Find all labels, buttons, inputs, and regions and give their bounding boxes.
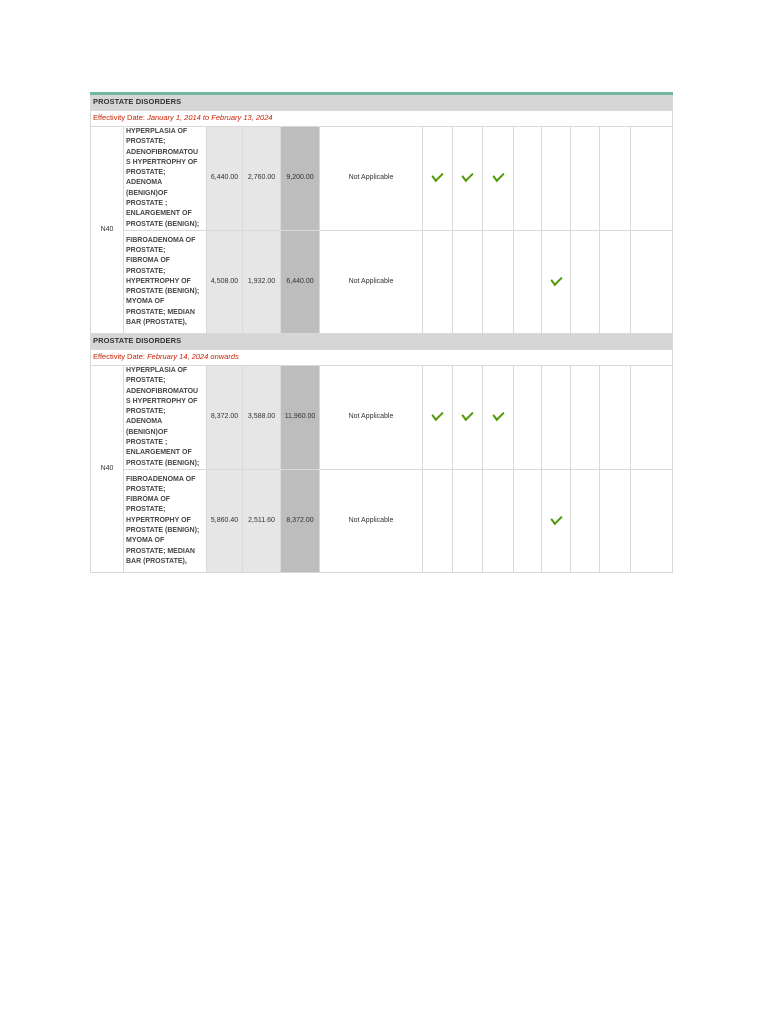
health-facility-fee: 9,200.00: [281, 127, 320, 231]
effectivity-label: Effectivity Date:: [93, 352, 148, 362]
health-facility-fee: 11,960.00: [281, 365, 320, 469]
section-header-row: [91, 94, 673, 111]
check-cell: [483, 469, 514, 572]
check-cell: [631, 469, 673, 572]
description-cell: HYPERPLASIA OF PROSTATE; ADENOFIBROMATOU S HYPERTROPHY OF PROSTATE; ADENOMA (BENIGN)OF PROSTATE ; ENLARGEMENT OF PROSTATE (BENIGN);: [124, 365, 207, 469]
check-cell: [453, 127, 483, 231]
check-cell: [542, 365, 571, 469]
check-cell: [542, 127, 571, 231]
check-cell: [483, 365, 514, 469]
check-cell: [571, 365, 600, 469]
check-cell: [483, 127, 514, 231]
table-row: [91, 365, 673, 469]
description-cell: FIBROADENOMA OF PROSTATE; FIBROMA OF PROSTATE; HYPERTROPHY OF PROSTATE (BENIGN); MYOMA OF PROSTATE; MEDIAN BAR (PROSTATE),: [124, 230, 207, 333]
professional-fee: 2,511.60: [243, 469, 281, 572]
table-row: [91, 230, 673, 333]
check-icon: [461, 169, 473, 182]
section-header-row: [91, 333, 673, 349]
check-cell: [423, 469, 453, 572]
section-title: PROSTATE DISORDERS: [91, 94, 673, 111]
effectivity-row: [91, 111, 673, 127]
check-cell: [571, 230, 600, 333]
note-cell: Not Applicable: [320, 230, 423, 333]
professional-fee: 2,760.00: [243, 127, 281, 231]
check-cell: [423, 127, 453, 231]
effectivity-range: February 14, 2024 onwards: [147, 352, 239, 362]
check-cell: [423, 365, 453, 469]
section-title: PROSTATE DISORDERS: [91, 333, 673, 349]
check-cell: [571, 469, 600, 572]
icd-code: N40: [91, 365, 124, 572]
table-body: [91, 94, 673, 573]
check-cell: [514, 365, 542, 469]
check-cell: [514, 469, 542, 572]
note-cell: Not Applicable: [320, 127, 423, 231]
check-cell: [631, 127, 673, 231]
effectivity-date: [91, 111, 673, 127]
check-cell: [514, 230, 542, 333]
professional-fee: 1,932.00: [243, 230, 281, 333]
check-cell: [631, 230, 673, 333]
health-facility-fee: 8,372.00: [281, 469, 320, 572]
check-cell: [514, 127, 542, 231]
icd-code: N40: [91, 127, 124, 334]
table-row: [91, 469, 673, 572]
note-cell: Not Applicable: [320, 365, 423, 469]
check-icon: [492, 408, 504, 421]
check-icon: [492, 169, 504, 182]
description-cell: HYPERPLASIA OF PROSTATE; ADENOFIBROMATOU S HYPERTROPHY OF PROSTATE; ADENOMA (BENIGN)OF PROSTATE ; ENLARGEMENT OF PROSTATE (BENIGN);: [124, 127, 207, 231]
health-facility-fee: 6,440.00: [281, 230, 320, 333]
check-icon: [461, 408, 473, 421]
effectivity-label: Effectivity Date:: [93, 113, 148, 123]
check-cell: [600, 127, 631, 231]
case-rate: 6,440.00: [207, 127, 243, 231]
case-rate: 8,372.00: [207, 365, 243, 469]
check-icon: [431, 169, 443, 182]
check-icon: [431, 408, 443, 421]
check-cell: [453, 469, 483, 572]
check-cell: [571, 127, 600, 231]
professional-fee: 3,588.00: [243, 365, 281, 469]
description-cell: FIBROADENOMA OF PROSTATE; FIBROMA OF PROSTATE; HYPERTROPHY OF PROSTATE (BENIGN); MYOMA OF PROSTATE; MEDIAN BAR (PROSTATE),: [124, 469, 207, 572]
check-cell: [423, 230, 453, 333]
check-icon: [550, 273, 562, 286]
case-rate: 5,860.40: [207, 469, 243, 572]
effectivity-date: [91, 349, 673, 365]
note-cell: Not Applicable: [320, 469, 423, 572]
case-rate: 4,508.00: [207, 230, 243, 333]
check-cell: [542, 469, 571, 572]
case-rates-table: [90, 92, 673, 573]
check-cell: [542, 230, 571, 333]
check-icon: [550, 512, 562, 525]
table-row: [91, 127, 673, 231]
check-cell: [453, 230, 483, 333]
check-cell: [600, 365, 631, 469]
check-cell: [483, 230, 514, 333]
check-cell: [600, 230, 631, 333]
check-cell: [453, 365, 483, 469]
check-cell: [600, 469, 631, 572]
effectivity-range: January 1, 2014 to February 13, 2024: [147, 113, 273, 123]
effectivity-row: [91, 349, 673, 365]
check-cell: [631, 365, 673, 469]
